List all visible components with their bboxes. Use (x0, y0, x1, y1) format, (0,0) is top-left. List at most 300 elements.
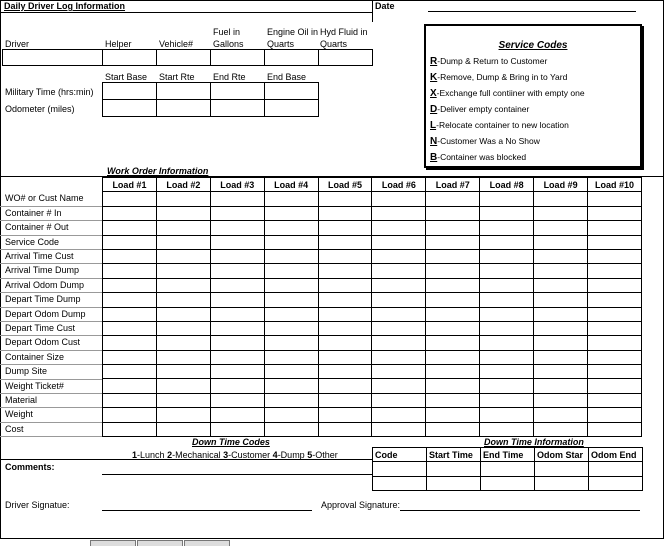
row-label-divider (0, 350, 102, 351)
work-order-cell[interactable] (264, 408, 318, 422)
work-order-cell[interactable] (264, 422, 318, 436)
work-order-cell[interactable] (588, 408, 642, 422)
service-code-item: K-Remove, Dump & Bring in to Yard (430, 72, 568, 83)
header-vdivider (372, 0, 373, 22)
work-order-cell[interactable] (210, 336, 264, 350)
down-time-cell[interactable] (481, 476, 535, 490)
work-order-row (103, 278, 642, 292)
odometer-label: Odometer (miles) (5, 104, 75, 114)
work-order-cell[interactable] (318, 350, 372, 364)
work-order-row (103, 293, 642, 307)
work-order-cell[interactable] (480, 408, 534, 422)
work-order-row-label: Arrival Odom Dump (5, 279, 85, 290)
work-order-cell[interactable] (156, 422, 210, 436)
down-time-info-title: Down Time Information (484, 437, 584, 447)
fuel-field[interactable] (210, 49, 265, 66)
work-order-cell[interactable] (318, 408, 372, 422)
work-order-cell[interactable] (210, 293, 264, 307)
row-label-divider (0, 292, 102, 293)
work-order-cell[interactable] (588, 379, 642, 393)
work-order-cell[interactable] (534, 264, 588, 278)
work-order-cell[interactable] (426, 221, 480, 235)
work-order-cell[interactable] (103, 379, 157, 393)
down-time-codes-title: Down Time Codes (192, 437, 270, 447)
work-order-cell[interactable] (210, 350, 264, 364)
work-order-cell[interactable] (372, 264, 426, 278)
down-time-header: Code (373, 448, 427, 462)
work-order-cell[interactable] (210, 278, 264, 292)
work-order-cell[interactable] (534, 307, 588, 321)
hyd-fluid-label: Hyd Fluid in (320, 27, 368, 37)
work-order-row-label: Weight Ticket# (5, 380, 64, 391)
hyd-fluid-unit-label: Quarts (320, 39, 348, 49)
work-order-cell[interactable] (103, 393, 157, 407)
work-order-row (103, 192, 642, 206)
work-order-cell[interactable] (318, 321, 372, 335)
load-header: Load #5 (318, 178, 372, 192)
work-order-cell[interactable] (318, 235, 372, 249)
work-order-cell[interactable] (372, 321, 426, 335)
work-order-row-label: Dump Site (5, 366, 48, 377)
load-header: Load #1 (103, 178, 157, 192)
down-time-cell[interactable] (589, 462, 643, 476)
work-order-cell[interactable] (156, 393, 210, 407)
work-order-cell[interactable] (318, 293, 372, 307)
down-time-row (373, 476, 643, 490)
work-order-cell[interactable] (156, 350, 210, 364)
work-order-cell[interactable] (534, 206, 588, 220)
down-time-header: Odom End (589, 448, 643, 462)
start-rte-time-field[interactable] (156, 82, 211, 100)
start-rte-odom-field[interactable] (156, 99, 211, 117)
row-label-divider (0, 436, 102, 437)
work-order-cell[interactable] (426, 206, 480, 220)
down-time-cell[interactable] (427, 462, 481, 476)
work-order-cell[interactable] (156, 221, 210, 235)
service-code-item: N-Customer Was a No Show (430, 136, 540, 147)
work-order-row (103, 393, 642, 407)
row-label-divider (0, 263, 102, 264)
work-order-row (103, 307, 642, 321)
work-order-cell[interactable] (210, 307, 264, 321)
comments-divider (0, 459, 372, 460)
down-time-codes-list: 1-Lunch 2-Mechanical 3-Customer 4-Dump 5-Other (132, 450, 338, 460)
work-order-cell[interactable] (210, 379, 264, 393)
work-order-cell[interactable] (426, 379, 480, 393)
work-order-cell[interactable] (210, 408, 264, 422)
work-order-row-label: Cost (5, 423, 24, 434)
work-order-cell[interactable] (588, 350, 642, 364)
service-codes-box (424, 24, 642, 168)
down-time-cell[interactable] (589, 476, 643, 490)
work-order-cell[interactable] (103, 365, 157, 379)
work-order-cell[interactable] (588, 393, 642, 407)
work-order-cell[interactable] (426, 192, 480, 206)
work-order-cell[interactable] (264, 379, 318, 393)
work-order-cell[interactable] (426, 422, 480, 436)
work-order-cell[interactable] (103, 321, 157, 335)
service-code-item: D-Deliver empty container (430, 104, 530, 115)
work-order-cell[interactable] (103, 336, 157, 350)
down-time-header: Odom Star (535, 448, 589, 462)
work-order-cell[interactable] (426, 278, 480, 292)
work-order-cell[interactable] (318, 206, 372, 220)
work-order-row (103, 408, 642, 422)
row-label-divider (0, 364, 102, 365)
work-order-row-label: Depart Odom Cust (5, 337, 81, 348)
work-order-cell[interactable] (156, 365, 210, 379)
work-order-row (103, 206, 642, 220)
work-order-cell[interactable] (480, 321, 534, 335)
work-order-cell[interactable] (480, 235, 534, 249)
row-label-divider (0, 321, 102, 322)
load-header: Load #7 (426, 178, 480, 192)
start-rte-label: Start Rte (159, 72, 195, 82)
down-time-grid (372, 447, 643, 491)
work-order-row-label: Arrival Time Dump (5, 265, 80, 276)
row-label-divider (0, 278, 102, 279)
row-label-divider (0, 335, 102, 336)
work-order-cell[interactable] (103, 192, 157, 206)
work-order-cell[interactable] (264, 278, 318, 292)
load-header: Load #4 (264, 178, 318, 192)
work-order-cell[interactable] (264, 221, 318, 235)
work-order-cell[interactable] (372, 192, 426, 206)
date-label: Date (375, 1, 395, 11)
comments-label: Comments: (5, 462, 55, 472)
row-label-divider (0, 379, 102, 380)
work-order-row-label: Weight (5, 409, 33, 420)
work-order-grid (102, 177, 642, 437)
work-order-cell[interactable] (588, 192, 642, 206)
work-order-cell[interactable] (372, 293, 426, 307)
work-order-cell[interactable] (156, 192, 210, 206)
work-order-cell[interactable] (426, 321, 480, 335)
row-label-divider (0, 307, 102, 308)
work-order-cell[interactable] (372, 249, 426, 263)
work-order-cell[interactable] (588, 293, 642, 307)
work-order-cell[interactable] (210, 235, 264, 249)
work-order-cell[interactable] (264, 365, 318, 379)
down-time-cell[interactable] (481, 462, 535, 476)
start-base-time-field[interactable] (102, 82, 157, 100)
work-order-cell[interactable] (318, 393, 372, 407)
driver-label: Driver (5, 39, 29, 49)
work-order-cell[interactable] (103, 350, 157, 364)
work-order-cell[interactable] (318, 249, 372, 263)
work-order-cell[interactable] (480, 206, 534, 220)
down-time-header-row (373, 448, 643, 462)
work-order-row-label: WO# or Cust Name (5, 193, 84, 204)
work-order-cell[interactable] (588, 206, 642, 220)
start-base-odom-field[interactable] (102, 99, 157, 117)
engine-oil-unit-label: Quarts (267, 39, 295, 49)
work-order-cell[interactable] (103, 278, 157, 292)
engine-oil-field[interactable] (264, 49, 319, 66)
work-order-row (103, 336, 642, 350)
work-order-cell[interactable] (426, 350, 480, 364)
helper-label: Helper (105, 39, 132, 49)
work-order-cell[interactable] (534, 336, 588, 350)
header-divider (0, 12, 372, 13)
work-order-cell[interactable] (534, 192, 588, 206)
work-order-cell[interactable] (426, 307, 480, 321)
work-order-cell[interactable] (264, 307, 318, 321)
row-label-divider (0, 407, 102, 408)
work-order-cell[interactable] (480, 307, 534, 321)
work-order-header-row (103, 178, 642, 192)
work-order-cell[interactable] (534, 235, 588, 249)
work-order-cell[interactable] (480, 293, 534, 307)
work-order-cell[interactable] (480, 350, 534, 364)
work-order-row (103, 321, 642, 335)
fuel-label: Fuel in (213, 27, 241, 37)
work-order-cell[interactable] (103, 249, 157, 263)
end-rte-odom-field[interactable] (210, 99, 265, 117)
work-order-cell[interactable] (480, 249, 534, 263)
end-base-time-field[interactable] (264, 82, 319, 100)
end-base-label: End Base (267, 72, 307, 82)
approval-signature-field[interactable] (400, 510, 640, 511)
work-order-cell[interactable] (588, 365, 642, 379)
work-order-cell[interactable] (372, 393, 426, 407)
work-order-cell[interactable] (372, 422, 426, 436)
load-header: Load #8 (480, 178, 534, 192)
work-order-cell[interactable] (210, 206, 264, 220)
down-time-cell[interactable] (373, 462, 427, 476)
work-order-row-label: Container # Out (5, 222, 69, 233)
row-label-divider (0, 220, 102, 221)
vehicle-label: Vehicle# (159, 39, 194, 49)
work-order-row-label: Material (5, 395, 38, 405)
work-order-cell[interactable] (534, 321, 588, 335)
work-order-cell[interactable] (588, 321, 642, 335)
work-order-cell[interactable] (210, 393, 264, 407)
work-order-cell[interactable] (426, 336, 480, 350)
work-order-cell[interactable] (534, 408, 588, 422)
work-order-cell[interactable] (588, 221, 642, 235)
work-order-cell[interactable] (588, 264, 642, 278)
work-order-cell[interactable] (534, 221, 588, 235)
work-order-cell[interactable] (372, 278, 426, 292)
work-order-cell[interactable] (318, 336, 372, 350)
work-order-cell[interactable] (372, 221, 426, 235)
work-order-cell[interactable] (426, 293, 480, 307)
work-order-cell[interactable] (103, 221, 157, 235)
end-rte-time-field[interactable] (210, 82, 265, 100)
work-order-cell[interactable] (156, 293, 210, 307)
service-code-item: X-Exchange full contiiner with empty one (430, 88, 585, 99)
work-order-cell[interactable] (480, 365, 534, 379)
sheet-tab[interactable] (184, 540, 230, 546)
driver-signature-field[interactable] (102, 510, 312, 511)
load-header: Load #10 (588, 178, 642, 192)
hyd-fluid-field[interactable] (318, 49, 373, 66)
work-order-cell[interactable] (426, 408, 480, 422)
work-order-cell[interactable] (103, 293, 157, 307)
approval-signature-label: Approval Signature: (321, 500, 401, 510)
work-order-cell[interactable] (103, 264, 157, 278)
fuel-unit-label: Gallons (213, 39, 244, 49)
load-header: Load #2 (156, 178, 210, 192)
end-base-odom-field[interactable] (264, 99, 319, 117)
work-order-cell[interactable] (372, 350, 426, 364)
work-order-title: Work Order Information (107, 166, 209, 176)
helper-field[interactable] (102, 49, 157, 66)
work-order-cell[interactable] (588, 422, 642, 436)
work-order-cell[interactable] (264, 206, 318, 220)
row-label-divider (0, 393, 102, 394)
row-label-divider (0, 422, 102, 423)
work-order-cell[interactable] (426, 365, 480, 379)
work-order-row-label: Depart Odom Dump (5, 308, 86, 319)
work-order-cell[interactable] (156, 249, 210, 263)
work-order-cell[interactable] (426, 393, 480, 407)
work-order-cell[interactable] (480, 393, 534, 407)
work-order-cell[interactable] (534, 365, 588, 379)
work-order-cell[interactable] (210, 249, 264, 263)
down-time-cell[interactable] (373, 476, 427, 490)
engine-oil-label: Engine Oil in (267, 27, 319, 37)
work-order-cell[interactable] (588, 278, 642, 292)
work-order-row (103, 365, 642, 379)
work-order-cell[interactable] (210, 192, 264, 206)
work-order-cell[interactable] (372, 336, 426, 350)
service-code-item: L-Relocate container to new location (430, 120, 569, 131)
down-time-row (373, 462, 643, 476)
load-header: Load #3 (210, 178, 264, 192)
work-order-row (103, 221, 642, 235)
work-order-cell[interactable] (318, 365, 372, 379)
load-header: Load #6 (372, 178, 426, 192)
sheet-tab[interactable] (137, 540, 183, 546)
work-order-cell[interactable] (372, 235, 426, 249)
work-order-cell[interactable] (103, 307, 157, 321)
load-header: Load #9 (534, 178, 588, 192)
driver-field[interactable] (2, 49, 103, 66)
work-order-cell[interactable] (534, 393, 588, 407)
work-order-cell[interactable] (210, 365, 264, 379)
work-order-cell[interactable] (156, 336, 210, 350)
work-order-cell[interactable] (588, 336, 642, 350)
work-order-cell[interactable] (318, 264, 372, 278)
work-order-cell[interactable] (264, 235, 318, 249)
work-order-cell[interactable] (103, 408, 157, 422)
work-order-cell[interactable] (264, 293, 318, 307)
comments-field[interactable] (102, 474, 372, 475)
down-time-cell[interactable] (535, 476, 589, 490)
row-label-divider (0, 206, 102, 207)
work-order-cell[interactable] (156, 278, 210, 292)
work-order-row (103, 350, 642, 364)
work-order-cell[interactable] (156, 408, 210, 422)
work-order-cell[interactable] (156, 307, 210, 321)
work-order-cell[interactable] (156, 264, 210, 278)
work-order-cell[interactable] (480, 264, 534, 278)
work-order-cell[interactable] (156, 206, 210, 220)
work-order-cell[interactable] (210, 221, 264, 235)
work-order-row-label: Depart Time Cust (5, 323, 76, 333)
work-order-cell[interactable] (480, 422, 534, 436)
work-order-row (103, 264, 642, 278)
sheet-tabs (90, 533, 390, 539)
work-order-cell[interactable] (534, 422, 588, 436)
date-field[interactable] (428, 11, 636, 12)
work-order-cell[interactable] (480, 221, 534, 235)
sheet-tab[interactable] (90, 540, 136, 546)
work-order-row (103, 235, 642, 249)
work-order-cell[interactable] (426, 235, 480, 249)
work-order-cell[interactable] (480, 336, 534, 350)
work-order-row-label: Depart Time Dump (5, 294, 81, 305)
work-order-cell[interactable] (264, 321, 318, 335)
work-order-cell[interactable] (103, 206, 157, 220)
work-order-cell[interactable] (318, 422, 372, 436)
work-order-cell[interactable] (534, 249, 588, 263)
work-order-cell[interactable] (372, 206, 426, 220)
work-order-cell[interactable] (318, 307, 372, 321)
work-order-cell[interactable] (156, 379, 210, 393)
work-order-cell[interactable] (156, 321, 210, 335)
work-order-cell[interactable] (534, 350, 588, 364)
work-order-cell[interactable] (372, 379, 426, 393)
down-time-header: Start Time (427, 448, 481, 462)
row-label-divider (0, 235, 102, 236)
down-time-cell[interactable] (535, 462, 589, 476)
work-order-cell[interactable] (480, 278, 534, 292)
work-order-cell[interactable] (264, 336, 318, 350)
work-order-cell[interactable] (426, 249, 480, 263)
work-order-cell[interactable] (264, 393, 318, 407)
work-order-cell[interactable] (318, 379, 372, 393)
work-order-cell[interactable] (210, 321, 264, 335)
work-order-cell[interactable] (318, 278, 372, 292)
work-order-cell[interactable] (264, 192, 318, 206)
work-order-cell[interactable] (103, 235, 157, 249)
work-order-cell[interactable] (480, 192, 534, 206)
work-order-row-label: Arrival Time Cust (5, 251, 74, 261)
service-code-item: R-Dump & Return to Customer (430, 56, 548, 67)
work-order-cell[interactable] (588, 307, 642, 321)
work-order-cell[interactable] (426, 264, 480, 278)
work-order-cell[interactable] (264, 264, 318, 278)
work-order-cell[interactable] (210, 264, 264, 278)
work-order-cell[interactable] (103, 422, 157, 436)
work-order-row (103, 249, 642, 263)
down-time-cell[interactable] (427, 476, 481, 490)
work-order-cell[interactable] (588, 249, 642, 263)
work-order-cell[interactable] (318, 192, 372, 206)
work-order-cell[interactable] (372, 307, 426, 321)
work-order-row (103, 379, 642, 393)
down-time-header: End Time (481, 448, 535, 462)
work-order-cell[interactable] (534, 278, 588, 292)
work-order-cell[interactable] (210, 422, 264, 436)
work-order-cell[interactable] (534, 293, 588, 307)
driver-signature-label: Driver Signatue: (5, 500, 70, 510)
work-order-cell[interactable] (372, 408, 426, 422)
work-order-cell[interactable] (318, 221, 372, 235)
work-order-cell[interactable] (156, 235, 210, 249)
work-order-cell[interactable] (588, 235, 642, 249)
vehicle-field[interactable] (156, 49, 211, 66)
work-order-cell[interactable] (264, 249, 318, 263)
work-order-cell[interactable] (480, 379, 534, 393)
work-order-cell[interactable] (534, 379, 588, 393)
end-rte-label: End Rte (213, 72, 246, 82)
work-order-cell[interactable] (264, 350, 318, 364)
work-order-cell[interactable] (372, 365, 426, 379)
